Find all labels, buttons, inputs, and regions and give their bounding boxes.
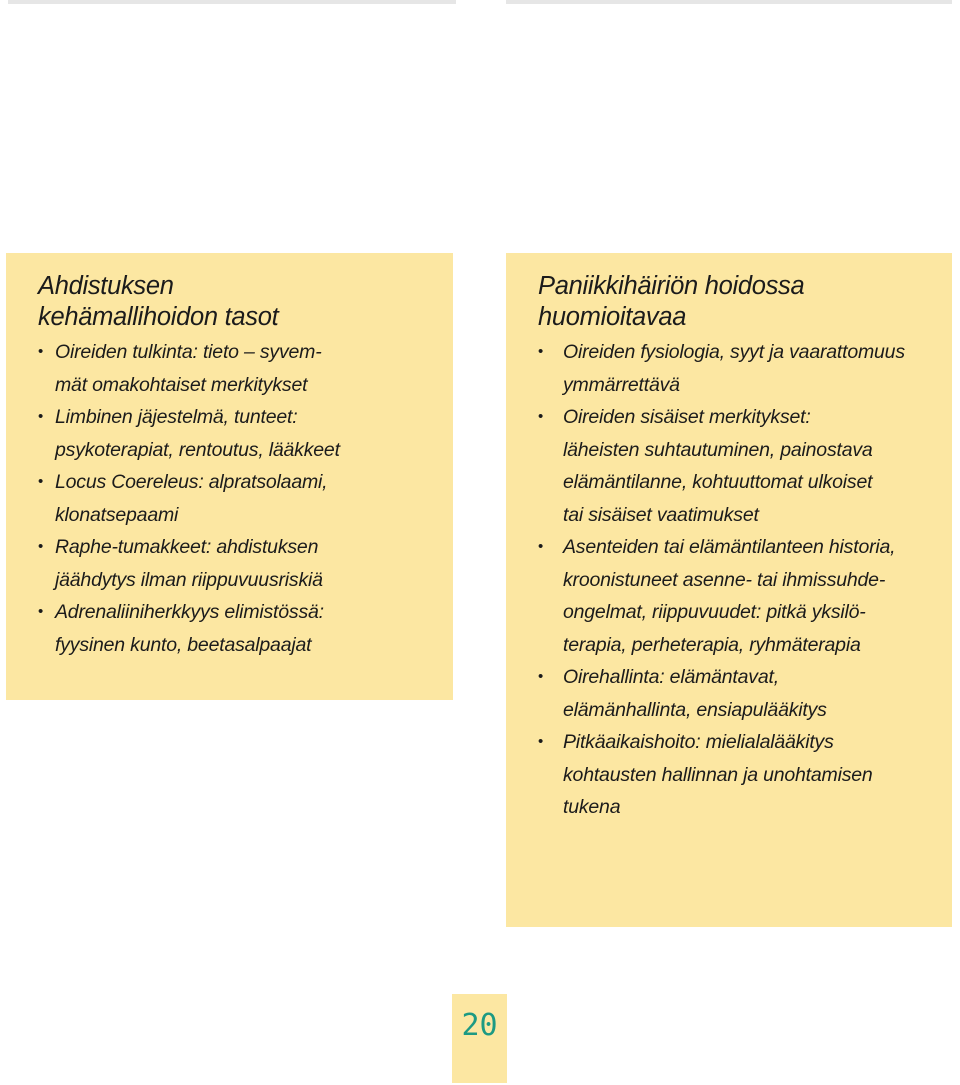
left-box-list: [38, 336, 441, 661]
left-box-title-line: kehämallihoidon tasot: [38, 303, 279, 331]
bullet-icon: •: [38, 408, 44, 425]
list-item: [538, 531, 942, 661]
list-item-line: tai sisäiset vaatimukset: [563, 503, 759, 526]
list-item-line: Oireiden fysiologia, syyt ja vaarattomuus: [563, 341, 905, 363]
list-item: [38, 336, 441, 401]
list-item: [538, 401, 942, 531]
list-item-line: Pitkäaikaishoito: mielialalääkitys: [563, 731, 834, 753]
list-item-line: Oirehallinta: elämäntavat,: [563, 666, 779, 688]
bullet-icon: •: [38, 603, 44, 620]
left-info-box: [6, 253, 453, 700]
left-box-title-line: Ahdistuksen: [38, 272, 174, 300]
right-box-title: [538, 271, 942, 333]
list-item: [38, 531, 441, 596]
page-number: 20: [461, 1008, 498, 1043]
list-item-line: Adrenaliiniherkkyys elimistössä:: [55, 601, 324, 623]
list-item-line: Oireiden tulkinta: tieto – syvem-: [55, 341, 322, 363]
list-item-line: Raphe-tumakkeet: ahdistuksen: [55, 536, 319, 558]
list-item-line: läheisten suhtautuminen, painostava: [563, 438, 873, 461]
list-item-line: Limbinen jäjestelmä, tunteet:: [55, 406, 298, 428]
list-item-line: Oireiden sisäiset merkitykset:: [563, 406, 811, 428]
list-item: [38, 466, 441, 531]
bullet-icon: •: [38, 538, 44, 555]
list-item-line: terapia, perheterapia, ryhmäterapia: [563, 633, 861, 656]
bullet-icon: •: [38, 343, 44, 360]
top-rule-left: [8, 0, 456, 4]
list-item-line: mät omakohtaiset merkitykset: [55, 373, 308, 396]
right-box-title-line: huomioitavaa: [538, 303, 687, 331]
list-item: [38, 401, 441, 466]
list-item: [538, 726, 942, 824]
right-box-title-line: Paniikkihäiriön hoidossa: [538, 272, 805, 300]
list-item: [538, 661, 942, 726]
list-item: [38, 596, 441, 661]
bullet-icon: •: [538, 343, 544, 360]
list-item-line: jäähdytys ilman riippuvuusriskiä: [55, 568, 323, 591]
bullet-icon: •: [538, 668, 544, 685]
list-item-line: klonatsepaami: [55, 503, 179, 526]
list-item-line: psykoterapiat, rentoutus, lääkkeet: [55, 438, 340, 461]
list-item-line: ymmärrettävä: [563, 373, 680, 396]
list-item-line: Asenteiden tai elämäntilanteen historia,: [563, 536, 896, 558]
right-box-list: [538, 336, 942, 824]
list-item-line: fyysinen kunto, beetasalpaajat: [55, 633, 312, 656]
list-item-line: tukena: [563, 796, 621, 818]
list-item-line: kroonistuneet asenne- tai ihmissuhde-: [563, 568, 886, 591]
list-item-line: ongelmat, riippuvuudet: pitkä yksilö-: [563, 601, 866, 623]
bullet-icon: •: [538, 538, 544, 555]
list-item-line: elämäntilanne, kohtuuttomat ulkoiset: [563, 471, 873, 493]
page-number-box: [452, 994, 507, 1083]
bullet-icon: •: [538, 733, 544, 750]
list-item-line: kohtausten hallinnan ja unohtamisen: [563, 763, 873, 786]
top-rule-right: [506, 0, 952, 4]
list-item-line: elämänhallinta, ensiapulääkitys: [563, 698, 827, 721]
bullet-icon: •: [538, 408, 544, 425]
right-info-box: [506, 253, 952, 927]
list-item: [538, 336, 942, 401]
list-item-line: Locus Coereleus: alpratsolaami,: [55, 471, 328, 493]
left-box-title: [38, 271, 441, 333]
bullet-icon: •: [38, 473, 44, 490]
